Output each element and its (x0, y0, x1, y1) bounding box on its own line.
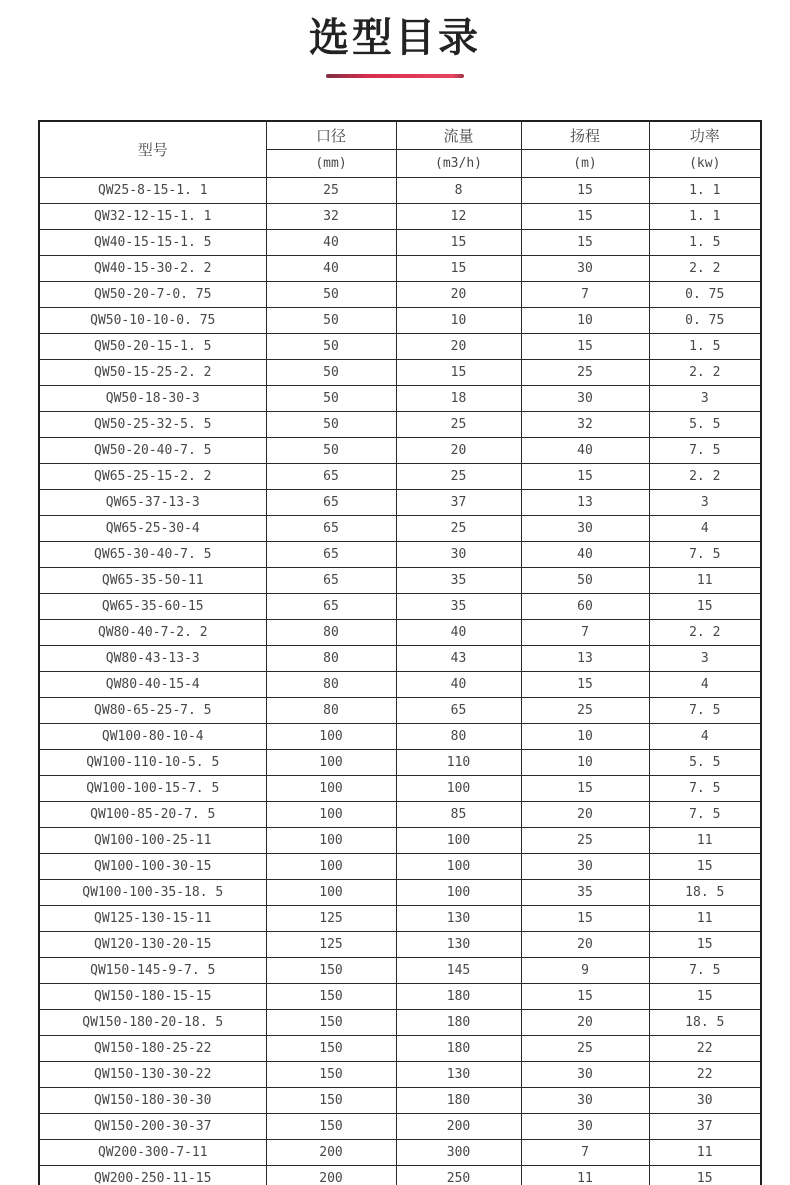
power-cell: 7. 5 (649, 801, 761, 827)
table-row (39, 983, 761, 1009)
table-row (39, 853, 761, 879)
header-model: 型号 (39, 121, 266, 177)
model-cell: QW50-15-25-2. 2 (39, 359, 266, 385)
power-cell: 2. 2 (649, 619, 761, 645)
diameter-cell: 150 (266, 957, 396, 983)
power-cell: 15 (649, 593, 761, 619)
power-cell: 5. 5 (649, 749, 761, 775)
diameter-cell: 150 (266, 1113, 396, 1139)
flow-cell: 25 (396, 411, 521, 437)
model-cell: QW150-180-25-22 (39, 1035, 266, 1061)
table-row (39, 801, 761, 827)
diameter-cell: 150 (266, 1009, 396, 1035)
head-cell: 9 (521, 957, 649, 983)
table-header (39, 121, 761, 177)
head-cell: 15 (521, 177, 649, 203)
table-row (39, 229, 761, 255)
head-cell: 13 (521, 645, 649, 671)
power-cell: 15 (649, 931, 761, 957)
diameter-cell: 50 (266, 281, 396, 307)
head-cell: 15 (521, 203, 649, 229)
header-flow: 流量 (396, 121, 521, 149)
model-cell: QW100-100-30-15 (39, 853, 266, 879)
table-row (39, 515, 761, 541)
flow-cell: 100 (396, 853, 521, 879)
table-row (39, 385, 761, 411)
head-cell: 30 (521, 385, 649, 411)
power-cell: 4 (649, 515, 761, 541)
title-underline-decoration (326, 74, 464, 78)
diameter-cell: 65 (266, 567, 396, 593)
flow-cell: 130 (396, 931, 521, 957)
power-cell: 7. 5 (649, 697, 761, 723)
model-cell: QW65-30-40-7. 5 (39, 541, 266, 567)
power-cell: 30 (649, 1087, 761, 1113)
table-row (39, 177, 761, 203)
model-cell: QW50-18-30-3 (39, 385, 266, 411)
flow-cell: 300 (396, 1139, 521, 1165)
page-title: 选型目录 (309, 15, 481, 61)
power-cell: 18. 5 (649, 879, 761, 905)
flow-cell: 35 (396, 593, 521, 619)
table-row (39, 1087, 761, 1113)
table-row (39, 775, 761, 801)
flow-cell: 40 (396, 671, 521, 697)
head-cell: 30 (521, 1113, 649, 1139)
model-cell: QW50-20-15-1. 5 (39, 333, 266, 359)
flow-cell: 15 (396, 359, 521, 385)
head-cell: 30 (521, 1087, 649, 1113)
head-cell: 20 (521, 1009, 649, 1035)
diameter-cell: 100 (266, 775, 396, 801)
model-cell: QW150-180-30-30 (39, 1087, 266, 1113)
head-cell: 32 (521, 411, 649, 437)
model-cell: QW100-100-15-7. 5 (39, 775, 266, 801)
header-head: 扬程 (521, 121, 649, 149)
flow-cell: 145 (396, 957, 521, 983)
flow-cell: 20 (396, 333, 521, 359)
model-cell: QW40-15-15-1. 5 (39, 229, 266, 255)
head-cell: 10 (521, 749, 649, 775)
model-cell: QW150-200-30-37 (39, 1113, 266, 1139)
table-row (39, 931, 761, 957)
table-row (39, 697, 761, 723)
power-cell: 7. 5 (649, 775, 761, 801)
power-cell: 2. 2 (649, 463, 761, 489)
power-cell: 11 (649, 905, 761, 931)
table-row (39, 255, 761, 281)
head-cell: 40 (521, 437, 649, 463)
head-cell: 15 (521, 671, 649, 697)
table-row (39, 593, 761, 619)
head-cell: 7 (521, 281, 649, 307)
model-cell: QW100-85-20-7. 5 (39, 801, 266, 827)
power-cell: 4 (649, 671, 761, 697)
table-row (39, 749, 761, 775)
model-cell: QW32-12-15-1. 1 (39, 203, 266, 229)
diameter-cell: 200 (266, 1139, 396, 1165)
table-body (39, 177, 761, 1185)
flow-cell: 100 (396, 775, 521, 801)
header-power-unit: (kw) (649, 149, 761, 177)
table-row (39, 489, 761, 515)
flow-cell: 25 (396, 515, 521, 541)
head-cell: 40 (521, 541, 649, 567)
flow-cell: 8 (396, 177, 521, 203)
diameter-cell: 50 (266, 307, 396, 333)
head-cell: 50 (521, 567, 649, 593)
model-cell: QW100-100-35-18. 5 (39, 879, 266, 905)
table-row (39, 879, 761, 905)
table-row (39, 723, 761, 749)
diameter-cell: 65 (266, 463, 396, 489)
power-cell: 4 (649, 723, 761, 749)
diameter-cell: 150 (266, 1087, 396, 1113)
diameter-cell: 65 (266, 489, 396, 515)
model-cell: QW50-25-32-5. 5 (39, 411, 266, 437)
diameter-cell: 125 (266, 931, 396, 957)
head-cell: 20 (521, 801, 649, 827)
diameter-cell: 100 (266, 723, 396, 749)
head-cell: 7 (521, 1139, 649, 1165)
flow-cell: 20 (396, 437, 521, 463)
flow-cell: 43 (396, 645, 521, 671)
flow-cell: 85 (396, 801, 521, 827)
head-cell: 15 (521, 983, 649, 1009)
flow-cell: 130 (396, 905, 521, 931)
diameter-cell: 80 (266, 619, 396, 645)
table-row (39, 619, 761, 645)
model-cell: QW150-180-15-15 (39, 983, 266, 1009)
power-cell: 11 (649, 827, 761, 853)
flow-cell: 200 (396, 1113, 521, 1139)
model-cell: QW150-130-30-22 (39, 1061, 266, 1087)
header-power: 功率 (649, 121, 761, 149)
diameter-cell: 200 (266, 1165, 396, 1185)
flow-cell: 15 (396, 229, 521, 255)
power-cell: 1. 1 (649, 203, 761, 229)
table-row (39, 1061, 761, 1087)
flow-cell: 100 (396, 879, 521, 905)
table-row (39, 281, 761, 307)
head-cell: 60 (521, 593, 649, 619)
head-cell: 25 (521, 697, 649, 723)
power-cell: 0. 75 (649, 307, 761, 333)
table-row (39, 333, 761, 359)
flow-cell: 30 (396, 541, 521, 567)
head-cell: 30 (521, 255, 649, 281)
diameter-cell: 65 (266, 515, 396, 541)
flow-cell: 25 (396, 463, 521, 489)
power-cell: 15 (649, 1165, 761, 1185)
diameter-cell: 50 (266, 333, 396, 359)
diameter-cell: 50 (266, 359, 396, 385)
table-row (39, 411, 761, 437)
power-cell: 15 (649, 853, 761, 879)
flow-cell: 80 (396, 723, 521, 749)
diameter-cell: 80 (266, 697, 396, 723)
table-row (39, 359, 761, 385)
diameter-cell: 32 (266, 203, 396, 229)
header-diameter-unit: (mm) (266, 149, 396, 177)
flow-cell: 130 (396, 1061, 521, 1087)
model-cell: QW50-20-40-7. 5 (39, 437, 266, 463)
flow-cell: 40 (396, 619, 521, 645)
flow-cell: 35 (396, 567, 521, 593)
power-cell: 7. 5 (649, 437, 761, 463)
model-cell: QW100-80-10-4 (39, 723, 266, 749)
head-cell: 11 (521, 1165, 649, 1185)
table-row (39, 463, 761, 489)
diameter-cell: 40 (266, 229, 396, 255)
diameter-cell: 25 (266, 177, 396, 203)
diameter-cell: 150 (266, 1035, 396, 1061)
flow-cell: 100 (396, 827, 521, 853)
flow-cell: 110 (396, 749, 521, 775)
flow-cell: 12 (396, 203, 521, 229)
diameter-cell: 150 (266, 1061, 396, 1087)
diameter-cell: 65 (266, 593, 396, 619)
flow-cell: 20 (396, 281, 521, 307)
model-cell: QW65-35-60-15 (39, 593, 266, 619)
power-cell: 11 (649, 1139, 761, 1165)
power-cell: 7. 5 (649, 957, 761, 983)
model-cell: QW65-37-13-3 (39, 489, 266, 515)
model-cell: QW50-10-10-0. 75 (39, 307, 266, 333)
flow-cell: 15 (396, 255, 521, 281)
model-cell: QW80-65-25-7. 5 (39, 697, 266, 723)
flow-cell: 37 (396, 489, 521, 515)
model-cell: QW65-25-30-4 (39, 515, 266, 541)
flow-cell: 180 (396, 1009, 521, 1035)
header-diameter: 口径 (266, 121, 396, 149)
power-cell: 37 (649, 1113, 761, 1139)
head-cell: 7 (521, 619, 649, 645)
flow-cell: 180 (396, 983, 521, 1009)
diameter-cell: 100 (266, 827, 396, 853)
model-cell: QW50-20-7-0. 75 (39, 281, 266, 307)
power-cell: 3 (649, 489, 761, 515)
head-cell: 15 (521, 463, 649, 489)
diameter-cell: 100 (266, 853, 396, 879)
head-cell: 10 (521, 307, 649, 333)
table-row (39, 567, 761, 593)
diameter-cell: 150 (266, 983, 396, 1009)
power-cell: 1. 5 (649, 229, 761, 255)
head-cell: 15 (521, 333, 649, 359)
model-cell: QW80-43-13-3 (39, 645, 266, 671)
power-cell: 5. 5 (649, 411, 761, 437)
power-cell: 11 (649, 567, 761, 593)
table-row (39, 307, 761, 333)
head-cell: 30 (521, 515, 649, 541)
head-cell: 35 (521, 879, 649, 905)
power-cell: 3 (649, 385, 761, 411)
model-cell: QW100-110-10-5. 5 (39, 749, 266, 775)
flow-cell: 180 (396, 1087, 521, 1113)
power-cell: 18. 5 (649, 1009, 761, 1035)
head-cell: 30 (521, 853, 649, 879)
table-row (39, 1139, 761, 1165)
table-row (39, 957, 761, 983)
table-row (39, 905, 761, 931)
table-row (39, 1009, 761, 1035)
flow-cell: 18 (396, 385, 521, 411)
header-head-unit: (m) (521, 149, 649, 177)
power-cell: 3 (649, 645, 761, 671)
power-cell: 22 (649, 1061, 761, 1087)
table-row (39, 645, 761, 671)
diameter-cell: 80 (266, 645, 396, 671)
model-cell: QW100-100-25-11 (39, 827, 266, 853)
head-cell: 20 (521, 931, 649, 957)
flow-cell: 250 (396, 1165, 521, 1185)
table-row (39, 541, 761, 567)
diameter-cell: 50 (266, 385, 396, 411)
power-cell: 15 (649, 983, 761, 1009)
table-row (39, 1165, 761, 1185)
header-flow-unit: (m3/h) (396, 149, 521, 177)
flow-cell: 65 (396, 697, 521, 723)
diameter-cell: 80 (266, 671, 396, 697)
head-cell: 13 (521, 489, 649, 515)
selection-table (38, 120, 762, 1185)
power-cell: 1. 1 (649, 177, 761, 203)
power-cell: 22 (649, 1035, 761, 1061)
model-cell: QW200-250-11-15 (39, 1165, 266, 1185)
table-row (39, 203, 761, 229)
table-row (39, 671, 761, 697)
diameter-cell: 125 (266, 905, 396, 931)
head-cell: 30 (521, 1061, 649, 1087)
head-cell: 15 (521, 905, 649, 931)
model-cell: QW150-180-20-18. 5 (39, 1009, 266, 1035)
model-cell: QW65-35-50-11 (39, 567, 266, 593)
head-cell: 25 (521, 827, 649, 853)
power-cell: 7. 5 (649, 541, 761, 567)
diameter-cell: 40 (266, 255, 396, 281)
head-cell: 15 (521, 775, 649, 801)
head-cell: 25 (521, 359, 649, 385)
table-row (39, 437, 761, 463)
model-cell: QW120-130-20-15 (39, 931, 266, 957)
flow-cell: 180 (396, 1035, 521, 1061)
head-cell: 15 (521, 229, 649, 255)
diameter-cell: 65 (266, 541, 396, 567)
diameter-cell: 100 (266, 801, 396, 827)
model-cell: QW200-300-7-11 (39, 1139, 266, 1165)
flow-cell: 10 (396, 307, 521, 333)
table-row (39, 1035, 761, 1061)
power-cell: 2. 2 (649, 359, 761, 385)
head-cell: 10 (521, 723, 649, 749)
diameter-cell: 100 (266, 879, 396, 905)
power-cell: 2. 2 (649, 255, 761, 281)
table-row (39, 827, 761, 853)
power-cell: 0. 75 (649, 281, 761, 307)
table-row (39, 1113, 761, 1139)
model-cell: QW125-130-15-11 (39, 905, 266, 931)
model-cell: QW80-40-15-4 (39, 671, 266, 697)
model-cell: QW40-15-30-2. 2 (39, 255, 266, 281)
header-row-labels (39, 121, 761, 149)
model-cell: QW150-145-9-7. 5 (39, 957, 266, 983)
diameter-cell: 50 (266, 411, 396, 437)
diameter-cell: 100 (266, 749, 396, 775)
model-cell: QW25-8-15-1. 1 (39, 177, 266, 203)
model-cell: QW65-25-15-2. 2 (39, 463, 266, 489)
diameter-cell: 50 (266, 437, 396, 463)
power-cell: 1. 5 (649, 333, 761, 359)
head-cell: 25 (521, 1035, 649, 1061)
model-cell: QW80-40-7-2. 2 (39, 619, 266, 645)
